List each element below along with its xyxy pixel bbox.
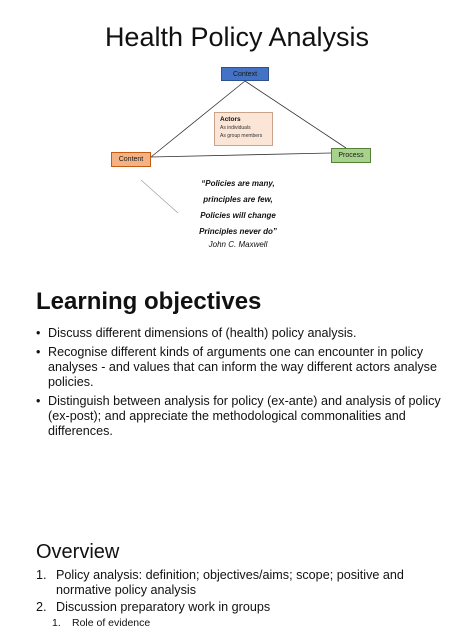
- quote-author: John C. Maxwell: [208, 240, 268, 249]
- learning-objectives-heading: Learning objectives: [36, 288, 262, 315]
- context-box: [221, 67, 269, 81]
- list-item: [36, 600, 446, 615]
- overview-heading: Overview: [36, 541, 120, 563]
- list-item: [36, 345, 446, 390]
- overview-sub-item: [52, 617, 150, 629]
- context-label: Context: [232, 71, 258, 78]
- list-item-text: Discussion preparatory work in groups: [56, 600, 271, 614]
- process-label: Process: [338, 152, 364, 159]
- list-item-text: Recognise different kinds of arguments one can encounter in policy analyses - and values that can inform the way different actors analyse policies.: [48, 345, 437, 389]
- bullet-icon: •: [36, 345, 41, 359]
- quote: [168, 176, 308, 240]
- actors-line-1: As individuals: [220, 125, 251, 131]
- bullet-icon: •: [36, 394, 41, 408]
- content-label: Content: [118, 156, 144, 163]
- process-box: [331, 148, 371, 163]
- bullet-icon: •: [36, 326, 41, 340]
- quote-line-3: Policies will change: [200, 211, 276, 220]
- list-item: [36, 394, 446, 439]
- line-content-process: [151, 153, 331, 157]
- quote-line-2: principles are few,: [203, 195, 273, 204]
- list-number: 2.: [36, 600, 47, 614]
- list-number: 1.: [36, 568, 47, 582]
- quote-line-4: Principles never do”: [199, 227, 277, 236]
- policy-triangle-diagram: [0, 0, 474, 290]
- page-title: Health Policy Analysis: [104, 22, 370, 52]
- content-box: [111, 152, 151, 167]
- learning-objectives-list: [36, 326, 446, 443]
- list-number: 1.: [52, 617, 61, 629]
- list-item-text: Role of evidence: [72, 617, 151, 629]
- list-item: [36, 568, 446, 598]
- list-item-text: Policy analysis: definition; objectives/aims; scope; positive and normative policy analysis: [56, 568, 404, 597]
- list-item-text: Distinguish between analysis for policy (ex-ante) and analysis of policy (ex-post); and appreciate the methodological commonalities and differences.: [48, 394, 441, 438]
- actors-title: Actors: [220, 116, 241, 123]
- actors-line-2: As group members: [220, 133, 263, 139]
- actors-box: [214, 112, 273, 146]
- quote-line-1: “Policies are many,: [201, 179, 275, 188]
- overview-list: [36, 568, 446, 617]
- list-item-text: Discuss different dimensions of (health) policy analysis.: [48, 326, 357, 340]
- list-item: [36, 326, 446, 341]
